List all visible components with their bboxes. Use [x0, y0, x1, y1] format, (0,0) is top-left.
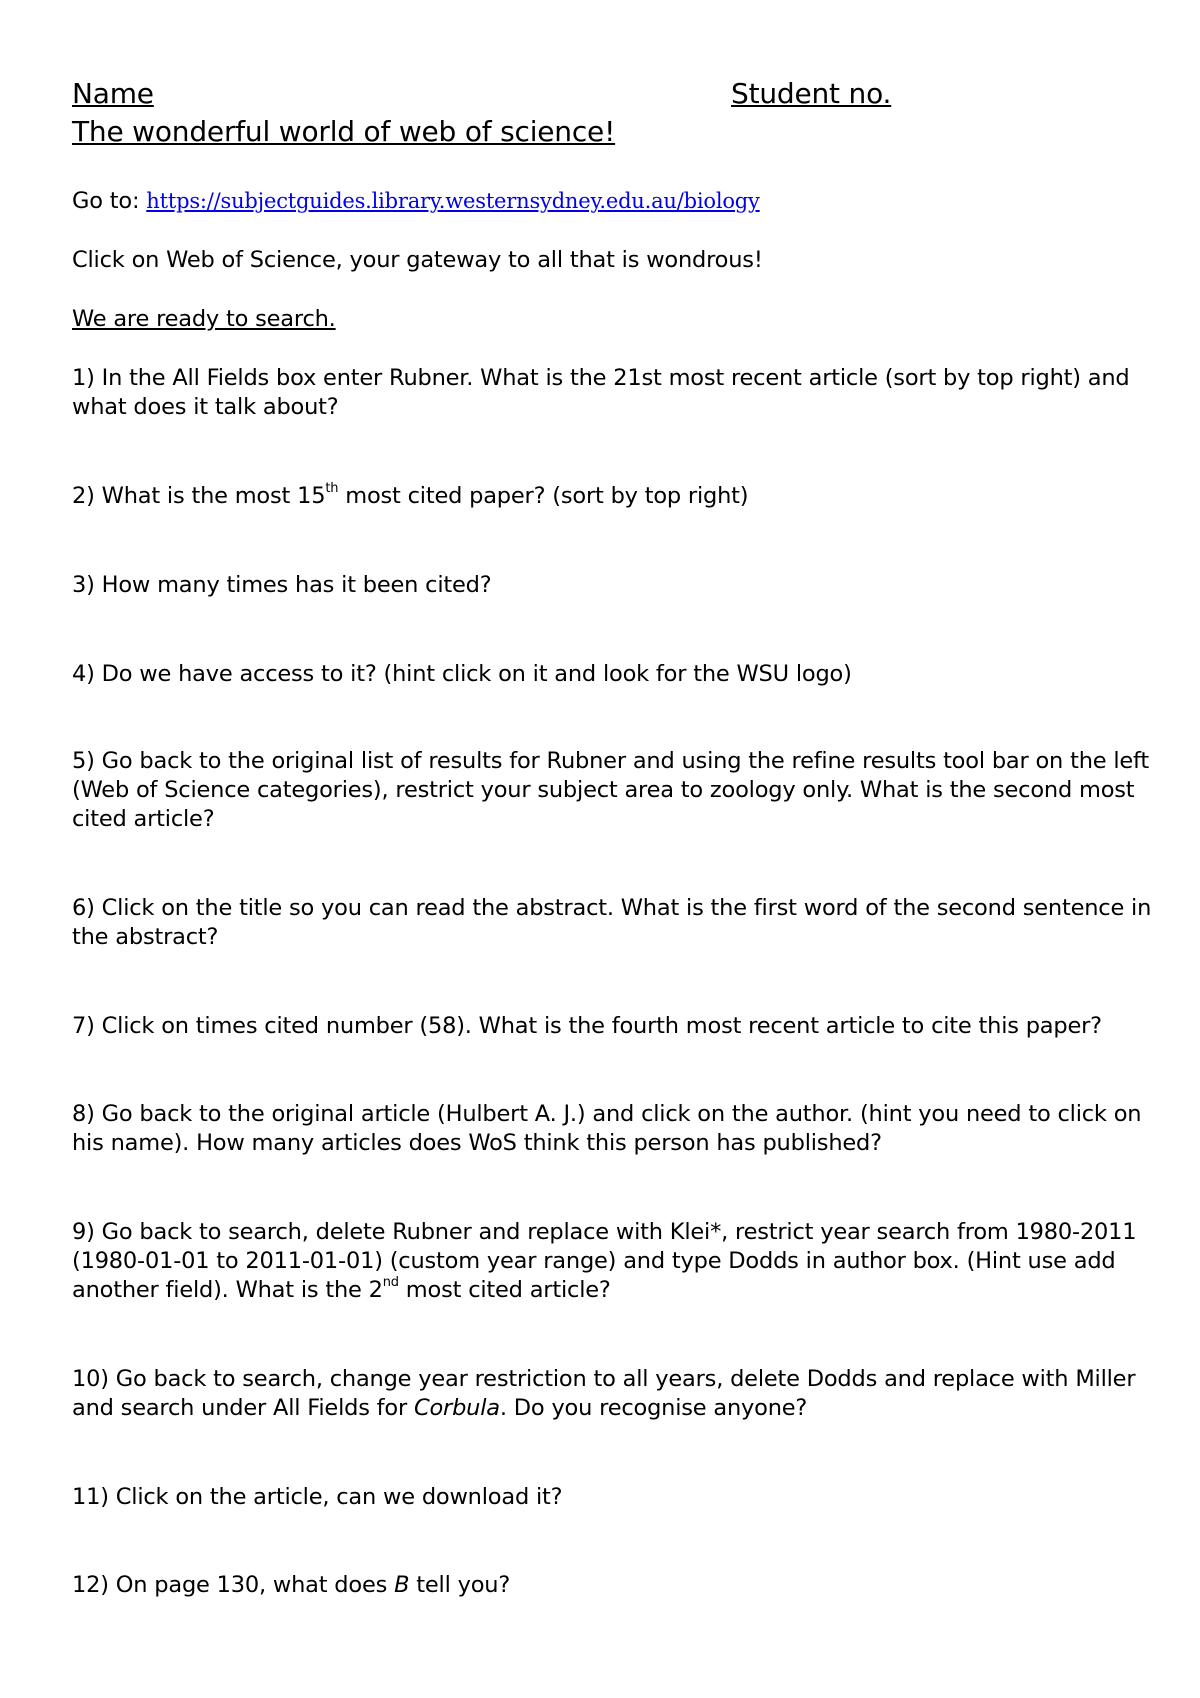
question-2-text-pre: 2) What is the most 15 — [72, 483, 326, 509]
question-10-italic-term: Corbula — [413, 1395, 500, 1421]
question-12-text-post: tell you? — [409, 1572, 511, 1598]
question-5-line-1: 5) Go back to the original list of results for Rubner and using the refine results tool bar on the left — [72, 748, 1149, 774]
question-10-line-1: 10) Go back to search, change year restriction to all years, delete Dodds and replace with Miller — [72, 1366, 1136, 1392]
question-9-superscript: nd — [382, 1274, 399, 1290]
page-title: The wonderful world of web of science! — [72, 115, 616, 148]
subject-guide-link[interactable]: https://subjectguides.library.westernsydney.edu.au/biology — [146, 189, 760, 213]
question-2-text-post: most cited paper? (sort by top right) — [338, 483, 749, 509]
question-10-text-post: . Do you recognise anyone? — [499, 1395, 808, 1421]
goto-label: Go to: — [72, 188, 147, 214]
question-3: 3) How many times has it been cited? — [72, 572, 492, 598]
question-8-line-2: his name). How many articles does WoS think this person has published? — [72, 1130, 882, 1156]
question-9-line-1: 9) Go back to search, delete Rubner and replace with Klei*, restrict year search from 1980-2011 — [72, 1219, 1137, 1245]
question-5-line-2: (Web of Science categories), restrict your subject area to zoology only. What is the second most — [72, 777, 1135, 803]
question-9-line-3 — [72, 1275, 611, 1305]
question-11: 11) Click on the article, can we download it? — [72, 1484, 563, 1510]
question-9-text-post: most cited article? — [398, 1277, 611, 1303]
question-8-line-1: 8) Go back to the original article (Hulbert A. J.) and click on the author. (hint you need to click on — [72, 1101, 1142, 1127]
question-6-line-2: the abstract? — [72, 924, 219, 950]
name-label: Name — [72, 77, 154, 110]
question-9-text-pre: another field). What is the 2 — [72, 1277, 383, 1303]
question-10-text-pre: and search under All Fields for — [72, 1395, 414, 1421]
question-5-line-3: cited article? — [72, 806, 215, 832]
click-instruction: Click on Web of Science, your gateway to all that is wondrous! — [72, 247, 763, 273]
question-1-line-1: 1) In the All Fields box enter Rubner. What is the 21st most recent article (sort by top right) and — [72, 365, 1130, 391]
question-2 — [72, 481, 748, 511]
question-10-line-2 — [72, 1393, 807, 1423]
goto-line — [72, 186, 760, 216]
question-12-italic-term: B — [394, 1572, 410, 1598]
question-12 — [72, 1570, 510, 1600]
question-4: 4) Do we have access to it? (hint click on it and look for the WSU logo) — [72, 661, 852, 687]
ready-heading: We are ready to search. — [72, 306, 336, 332]
question-2-superscript: th — [325, 480, 339, 496]
question-1-line-2: what does it talk about? — [72, 394, 339, 420]
question-12-text-pre: 12) On page 130, what does — [72, 1572, 395, 1598]
question-9-line-2: (1980-01-01 to 2011-01-01) (custom year range) and type Dodds in author box. (Hint use add — [72, 1248, 1116, 1274]
question-6-line-1: 6) Click on the title so you can read the abstract. What is the first word of the second sentence in — [72, 895, 1152, 921]
question-7: 7) Click on times cited number (58). What is the fourth most recent article to cite this paper? — [72, 1013, 1102, 1039]
student-no-label: Student no. — [731, 77, 892, 110]
